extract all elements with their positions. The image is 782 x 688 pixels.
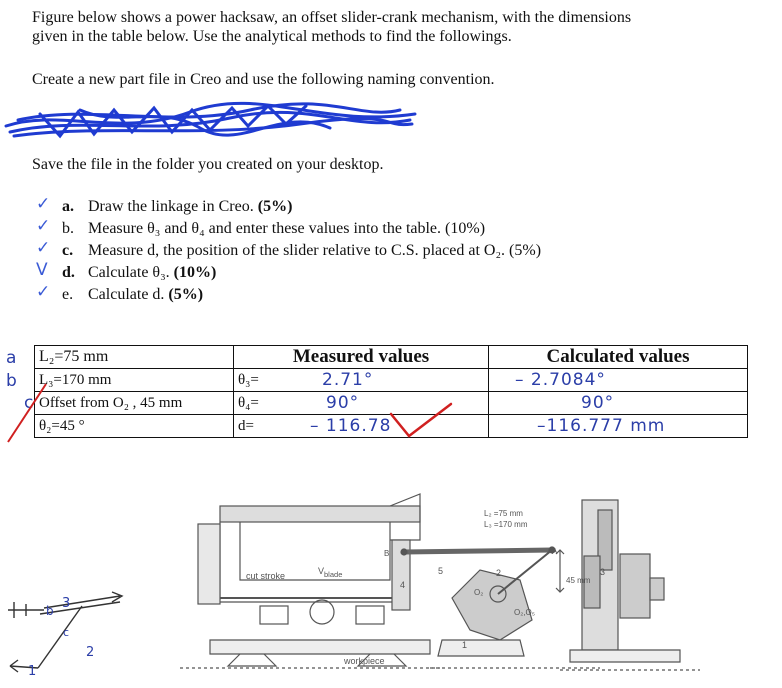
sketch-label-1: 1 — [28, 664, 38, 679]
task-text: Draw the linkage in Creo. — [88, 198, 254, 215]
link-4-label: 4 — [400, 580, 406, 590]
margin-mark-c: c — [24, 393, 34, 413]
calculated-header: Calculated values — [489, 346, 748, 369]
task-text: Calculate d. — [88, 286, 165, 303]
calculated-value: 90° — [489, 392, 748, 415]
task-text: Calculate θ₃. — [88, 264, 170, 281]
task-weight: (5%) — [168, 286, 204, 303]
redaction-scribble — [0, 98, 430, 146]
link-5-label: 5 — [438, 566, 444, 576]
intro-line-2: given in the table below. Use the analytical methods to find the followings. — [32, 28, 512, 45]
check-icon: ✓ — [36, 238, 51, 258]
hacksaw-figure — [180, 480, 780, 686]
create-instruction: Create a new part file in Creo and use the following naming convention. — [32, 71, 495, 88]
v-subscript: blade — [324, 569, 343, 579]
link-1-label: 1 — [462, 640, 468, 650]
task-a — [36, 194, 293, 216]
check-icon: ✓ — [36, 282, 51, 302]
margin-mark-a: a — [6, 348, 17, 368]
intro-line-1: Figure below shows a power hacksaw, an offset slider-crank mechanism, with the dimensions — [32, 9, 632, 26]
sketch-label-c: c — [63, 626, 71, 639]
link-3-label: 3 — [600, 567, 606, 577]
red-check-icon — [385, 402, 455, 442]
given-cell: L₃=170 mm — [35, 369, 234, 392]
measured-value: – 116.78 — [282, 415, 489, 438]
task-label: b. — [62, 220, 74, 237]
task-label: c. — [62, 242, 74, 259]
v-blade-label — [318, 566, 342, 579]
check-icon: ✓ — [36, 216, 51, 236]
dim-l2-label: L₂ =75 mm — [484, 509, 523, 518]
o2o5-label: O₂,O₅ — [514, 608, 535, 617]
task-list — [36, 194, 662, 307]
pin-a-label: A — [552, 547, 558, 556]
task-text: Measure d, the position of the slider relative to C.S. placed at O₂. — [88, 242, 506, 259]
task-d — [36, 260, 217, 282]
task-e — [36, 282, 204, 304]
workpiece-label: workpiece — [344, 656, 385, 666]
task-weight: (10%) — [445, 220, 486, 237]
table-header-row — [35, 346, 748, 369]
task-text: Measure θ₃ and θ₄ and enter these values into the table. — [88, 220, 442, 237]
task-label: e. — [62, 286, 74, 303]
calculated-value: –116.777 mm — [489, 415, 748, 438]
task-label: a. — [62, 198, 74, 215]
sketch-label-2: 2 — [86, 645, 96, 660]
o2-label: O₂ — [474, 588, 484, 597]
measured-label: θ₄= — [234, 392, 283, 415]
v-symbol: V — [318, 566, 325, 576]
save-instruction: Save the file in the folder you created on your desktop. — [32, 156, 384, 173]
measured-label: d= — [234, 415, 283, 438]
check-icon: ✓ — [36, 194, 51, 214]
task-c — [36, 238, 542, 260]
measured-value: 90° — [282, 392, 489, 415]
task-weight: (5%) — [257, 198, 293, 215]
measured-value: 2.71° — [282, 369, 489, 392]
task-label: d. — [62, 264, 75, 281]
given-l2: L₂=75 mm — [35, 346, 234, 369]
sketch-label-b: b — [46, 604, 55, 618]
red-slash-mark — [0, 380, 60, 460]
task-weight: (10%) — [173, 264, 217, 281]
measured-label: θ₃= — [234, 369, 283, 392]
given-cell: Offset from O₂ , 45 mm — [35, 392, 234, 415]
given-cell: θ₂=45 ° — [35, 415, 234, 438]
cut-stroke-label: cut stroke — [246, 571, 286, 581]
sketch-label-3: 3 — [62, 596, 72, 611]
task-b — [36, 216, 486, 238]
calculated-value: – 2.7084° — [489, 369, 748, 392]
task-weight: (5%) — [509, 242, 542, 259]
pin-b-label: B — [384, 549, 390, 558]
link-2-label: 2 — [496, 568, 502, 578]
check-icon: V — [36, 260, 48, 280]
measured-header: Measured values — [234, 346, 489, 369]
margin-mark-b: b — [6, 371, 17, 391]
dim-l3-label: L₃ =170 mm — [484, 520, 528, 529]
offset-label: 45 mm — [566, 576, 591, 585]
table-row — [35, 369, 748, 392]
